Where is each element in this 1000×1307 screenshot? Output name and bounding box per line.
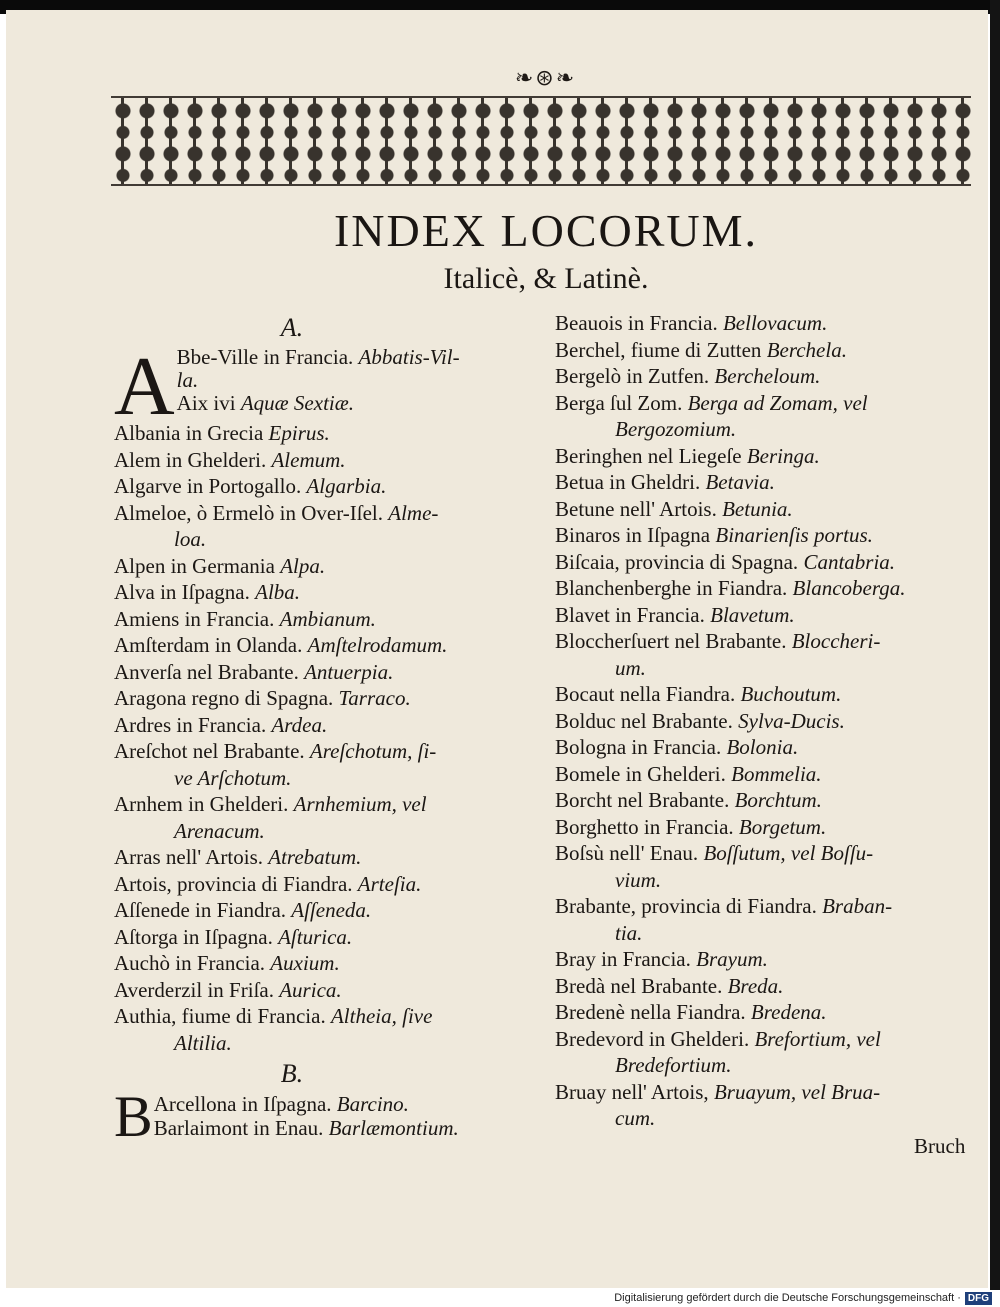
entry-latin: Aurica.	[279, 977, 342, 1002]
entry-latin: Bommelia.	[731, 761, 822, 786]
entry-latin-cont: Altilia.	[174, 1030, 232, 1055]
entry-latin: Betunia.	[722, 496, 793, 521]
entry-latin: Bercheloum.	[714, 364, 821, 388]
entry-italian: Bergelò in Zutfen.	[555, 364, 710, 388]
list-item	[114, 500, 550, 553]
list-item	[555, 1026, 991, 1079]
entry-italian: Aragona regno di Spagna.	[114, 686, 334, 710]
dfg-logo: DFG	[965, 1292, 992, 1305]
entry-latin: Braban-	[822, 894, 893, 918]
entry-italian: Beringhen nel Liegeſe	[555, 443, 742, 468]
catchword: Bruch	[914, 1134, 966, 1158]
entry-latin: Bloccheri-	[791, 629, 881, 653]
entry-italian: Brabante, provincia di Fiandra.	[555, 894, 817, 918]
entry-latin-cont: Bredefortium.	[615, 1053, 732, 1077]
entry-italian: Bredenè nella Fiandra.	[555, 1000, 746, 1024]
index-entry	[114, 1084, 550, 1149]
entry-latin-cont: tia.	[615, 920, 643, 945]
list-item	[555, 1079, 991, 1132]
list-item	[555, 681, 991, 708]
entry-italian: Aſtorga in Iſpagna.	[114, 924, 273, 949]
list-item	[114, 712, 550, 739]
list-item	[114, 977, 550, 1004]
entry-latin: Aſſeneda.	[291, 898, 372, 922]
entry-latin: Blancoberga.	[792, 576, 906, 600]
entry-italian: Betua in Gheldri.	[555, 470, 701, 494]
dropcap-b: B	[114, 1084, 153, 1149]
list-item	[555, 522, 991, 549]
entry-latin: Breda.	[727, 973, 784, 998]
entry-latin: Borchtum.	[734, 788, 822, 812]
list-item	[555, 734, 991, 761]
entry-latin: Bellovacum.	[722, 311, 828, 335]
entry-latin: Abbatis-Vil-	[358, 345, 460, 369]
entry-italian: Aſſenede in Fiandra.	[114, 898, 287, 922]
entry-latin: Amſtelrodamum.	[307, 633, 448, 657]
entry-italian: Bbe-Ville in Francia.	[176, 345, 354, 369]
entry-italian: Algarve in Portogallo.	[114, 474, 302, 498]
entry-italian: Borcht nel Brabante.	[555, 788, 730, 812]
entry-latin: Antuerpia.	[304, 659, 394, 684]
entry-latin: Beringa.	[746, 443, 820, 468]
section-heading-a: A.	[280, 313, 304, 342]
list-item	[114, 1003, 550, 1056]
list-item	[555, 761, 991, 788]
entry-italian: Authia, fiume di Francia.	[114, 1004, 326, 1028]
page-title: INDEX LOCORUM.	[333, 205, 759, 256]
entry-italian: Blavet in Francia.	[555, 602, 705, 627]
list-item	[555, 999, 991, 1026]
entry-latin: Brayum.	[696, 947, 768, 971]
entry-latin: Ardea.	[271, 712, 328, 737]
list-item	[555, 708, 991, 735]
entry-italian: Almeloe, ò Ermelò in Over-Iſel.	[114, 500, 383, 525]
right-scan-edge	[990, 0, 1000, 1290]
entry-latin-cont: Bergozomium.	[615, 417, 737, 441]
list-item	[555, 628, 991, 681]
entry-latin-cont: la.	[176, 368, 199, 392]
entry-latin-cont: cum.	[615, 1106, 656, 1130]
entry-latin: Bruayum, vel Brua-	[713, 1079, 881, 1104]
entry-latin: Alpa.	[280, 553, 326, 578]
entry-latin: Berchela.	[766, 337, 847, 362]
entry-italian: Binaros in Iſpagna	[555, 523, 711, 547]
entry-italian: Bloccherſuert nel Brabante.	[555, 629, 787, 653]
entry-latin: Alemum.	[271, 447, 346, 472]
entry-latin: Alme-	[388, 500, 439, 525]
list-item	[114, 871, 550, 898]
list-item	[555, 973, 991, 1000]
entry-italian: Bredà nel Brabante.	[555, 973, 723, 998]
dropcap-a: A	[114, 340, 175, 433]
entry-italian: Alpen in Germania	[114, 553, 275, 578]
list-item	[114, 897, 550, 924]
entry-italian: Bologna in Francia.	[555, 735, 722, 759]
entry-latin: Algarbia.	[306, 474, 387, 498]
list-item	[114, 606, 550, 633]
entry-italian: Auchò in Francia.	[114, 951, 266, 975]
entry-latin: Boſſutum, vel Boſſu-	[703, 841, 874, 865]
entry-italian: Bomele in Ghelderi.	[555, 761, 726, 786]
entry-latin: Altheia, ſive	[330, 1004, 433, 1028]
entry-latin: Binarienſis portus.	[715, 523, 873, 547]
entry-latin-cont: loa.	[174, 527, 207, 551]
entry-italian: Biſcaia, provincia di Spagna.	[555, 549, 799, 574]
list-item	[114, 738, 550, 791]
digitization-footer	[600, 1290, 992, 1307]
entry-latin: Arteſia.	[357, 871, 422, 896]
entry-latin: Berga ad Zomam, vel	[687, 390, 868, 415]
entry-latin: Blavetum.	[710, 602, 795, 627]
list-item	[114, 553, 550, 580]
entry-italian: Bruay nell' Artois,	[555, 1079, 709, 1104]
entry-italian: Blanchenberghe in Fiandra.	[555, 576, 788, 600]
entry-latin: Arnhemium, vel	[293, 792, 427, 816]
list-item	[555, 787, 991, 814]
entry-latin-cont: um.	[615, 655, 646, 680]
list-item	[555, 893, 991, 946]
list-item	[555, 549, 991, 576]
entry-latin: Areſchotum, ſi-	[309, 739, 437, 763]
list-item	[555, 946, 991, 973]
entry-latin: Cantabria.	[803, 549, 896, 574]
entry-italian: Artois, provincia di Fiandra.	[114, 871, 353, 896]
list-item	[555, 337, 991, 364]
entry-italian: Averderzil in Friſa.	[114, 977, 274, 1002]
list-item	[555, 496, 991, 523]
entry-latin: Alba.	[255, 580, 301, 604]
list-item	[114, 659, 550, 686]
entry-latin: Sylva-Ducis.	[738, 708, 845, 733]
list-item	[114, 579, 550, 606]
entry-latin: Barcino.	[336, 1092, 409, 1116]
list-item	[555, 469, 991, 496]
entry-latin: Barlæmontium.	[328, 1116, 459, 1140]
entry-latin: Tarraco.	[338, 686, 411, 710]
list-item	[114, 924, 550, 951]
entry-italian: Amſterdam in Olanda.	[114, 633, 303, 657]
footer-text: Digitalisierung gefördert durch die Deutsche Forschungsgemeinschaft ·	[614, 1292, 961, 1304]
entry-latin: Brefortium, vel	[754, 1026, 881, 1051]
entry-italian: Arras nell' Artois.	[114, 845, 264, 869]
list-item	[555, 814, 991, 841]
entry-italian: Berga ſul Zom.	[555, 390, 683, 415]
entry-italian: Ardres in Francia.	[114, 712, 267, 737]
list-item	[555, 363, 991, 390]
entry-italian: Anverſa nel Brabante.	[114, 659, 299, 684]
entry-italian: Betune nell' Artois.	[555, 496, 717, 521]
entry-italian: Arnhem in Ghelderi.	[114, 792, 289, 816]
list-item	[555, 390, 991, 443]
list-item	[555, 602, 991, 629]
entry-latin-cont: ve Arſchotum.	[174, 765, 292, 790]
fleuron-ornament: ❧⊛❧	[514, 66, 577, 91]
list-item	[114, 685, 550, 712]
list-item	[114, 632, 550, 659]
entry-latin: Buchoutum.	[740, 682, 842, 706]
list-item	[114, 473, 550, 500]
page-subtitle: Italicè, & Latinè.	[443, 262, 649, 295]
entry-italian: Arcellona in Iſpagna.	[153, 1092, 332, 1116]
entry-latin: Betavia.	[705, 470, 775, 494]
entry-latin: Auxium.	[270, 951, 340, 975]
entry-latin-cont: vium.	[615, 867, 662, 892]
entry-italian: Amiens in Francia.	[114, 606, 275, 631]
entry-italian: Boſsù nell' Enau.	[555, 841, 699, 865]
list-item	[114, 420, 550, 447]
list-item	[114, 950, 550, 977]
list-item	[114, 791, 550, 844]
entry-italian: Areſchot nel Brabante.	[114, 739, 305, 763]
list-item	[114, 447, 550, 474]
section-heading-b: B.	[280, 1059, 304, 1088]
entry-latin: Ambianum.	[279, 606, 376, 631]
entry-italian: Borghetto in Francia.	[555, 814, 734, 839]
index-column-right	[555, 310, 991, 1132]
entry-italian: Alem in Ghelderi.	[114, 447, 267, 472]
entry-italian: Berchel, fiume di Zutten	[555, 337, 762, 362]
entry-italian: Beauois in Francia.	[555, 311, 718, 335]
entry-italian: Bolduc nel Brabante.	[555, 708, 733, 733]
entry-latin: Aquæ Sextiæ.	[240, 391, 354, 415]
list-item	[114, 844, 550, 871]
entry-italian: Bocaut nella Fiandra.	[555, 682, 736, 706]
index-column-left	[114, 310, 550, 1149]
ornamental-headpiece	[111, 96, 971, 186]
entry-latin-cont: Arenacum.	[174, 818, 265, 843]
entry-latin: Borgetum.	[738, 814, 827, 839]
entry-italian: Aix ivi	[176, 391, 236, 415]
entry-italian: Alva in Iſpagna.	[114, 580, 250, 604]
entry-italian: Albania in Grecia	[114, 421, 264, 445]
list-item	[555, 443, 991, 470]
entry-latin: Atrebatum.	[268, 845, 362, 869]
list-item	[555, 840, 991, 893]
entry-italian: Bray in Francia.	[555, 947, 691, 971]
entry-italian: Bredevord in Ghelderi.	[555, 1026, 750, 1051]
list-item	[555, 575, 991, 602]
list-item	[555, 310, 991, 337]
entry-latin: Bredena.	[750, 1000, 827, 1024]
entry-latin: Aſturica.	[278, 924, 353, 949]
entry-latin: Bolonia.	[726, 735, 799, 759]
book-page	[6, 10, 988, 1288]
entry-latin: Epirus.	[268, 421, 330, 445]
entry-italian: Barlaimont in Enau.	[153, 1116, 324, 1140]
